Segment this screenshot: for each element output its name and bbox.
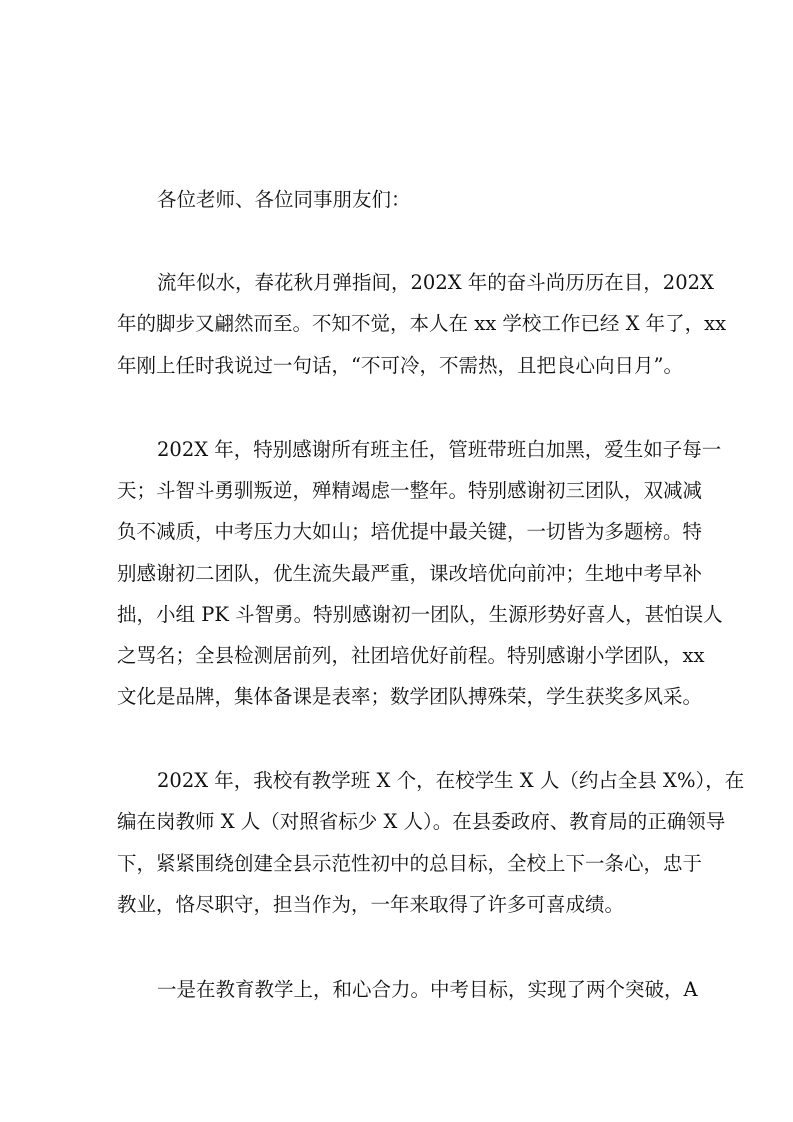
paragraph-line: 202X 年，我校有教学班 X 个，在校学生 X 人（约占全县 X%），在 — [157, 769, 745, 792]
paragraph-line: 编在岗教师 X 人（对照省标少 X 人）。在县委政府、教育局的正确领导 — [117, 810, 726, 833]
paragraph-line: 202X 年，特别感谢所有班主任，管班带班白加黑，爱生如子每一 — [157, 438, 722, 461]
paragraph-line: 别感谢初二团队，优生流失最严重，课改培优向前冲；生地中考早补 — [117, 562, 703, 585]
salutation: 各位老师、各位同事朋友们： — [157, 188, 411, 211]
paragraph-line: 年刚上任时我说过一句话，“不可冷，不需热，且把良心向日月”。 — [117, 354, 683, 377]
paragraph-line: 文化是品牌，集体备课是表率；数学团队搏殊荣，学生获奖多风采。 — [117, 685, 703, 708]
paragraph-line: 下，紧紧围绕创建全县示范性初中的总目标，全校上下一条心，忠于 — [117, 852, 703, 875]
paragraph-line: 教业，恪尽职守，担当作为，一年来取得了许多可喜成绩。 — [117, 893, 625, 916]
paragraph-line: 一是在教育教学上，和心合力。中考目标，实现了两个突破，A — [157, 978, 698, 1001]
paragraph-line: 之骂名；全县检测居前列，社团培优好前程。特别感谢小学团队，xx — [117, 644, 705, 667]
paragraph-line: 年的脚步又翩然而至。不知不觉，本人在 xx 学校工作已经 X 年了，xx — [117, 312, 727, 335]
paragraph-line: 天；斗智斗勇驯叛逆，殚精竭虑一整年。特别感谢初三团队，双减减 — [117, 479, 703, 502]
paragraph-line: 流年似水，春花秋月弹指间，202X 年的奋斗尚历历在目，202X — [157, 271, 714, 294]
paragraph-line: 拙，小组 PK 斗智勇。特别感谢初一团队，生源形势好喜人，甚怕误人 — [117, 603, 723, 626]
paragraph-line: 负不减质，中考压力大如山；培优提中最关键，一切皆为多题榜。特 — [117, 520, 703, 543]
